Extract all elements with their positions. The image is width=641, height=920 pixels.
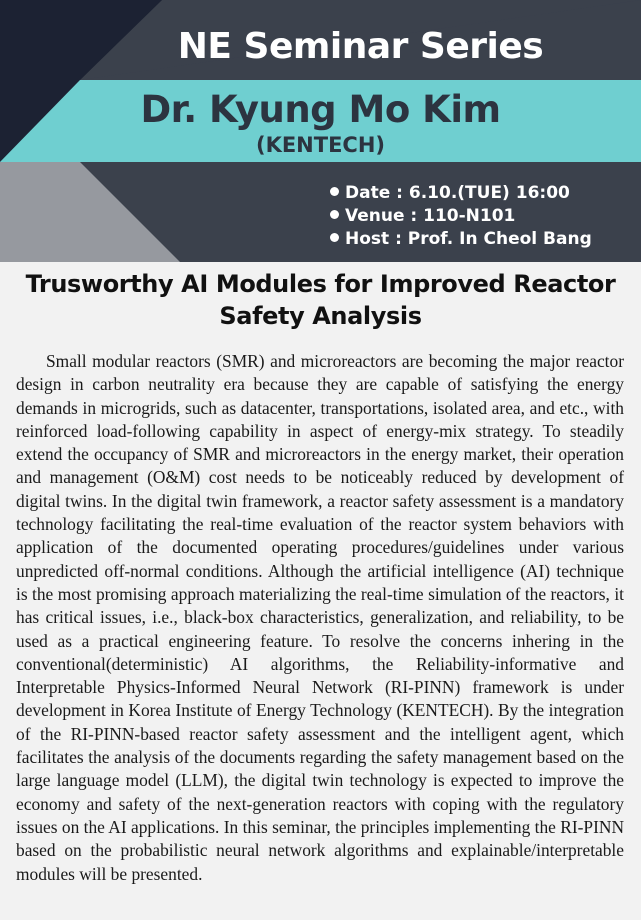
event-date-text: Date : 6.10.(TUE) 16:00 [345,183,570,203]
event-details [330,182,592,251]
bullet-icon [330,233,339,242]
event-date [330,182,592,205]
bullet-icon [330,187,339,196]
bullet-icon [330,210,339,219]
header-banner [0,0,641,262]
event-host [330,228,592,251]
series-title: NE Seminar Series [177,26,544,67]
event-host-text: Host : Prof. In Cheol Bang [345,229,592,249]
event-venue-text: Venue : 110-N101 [345,206,516,226]
talk-abstract: Small modular reactors (SMR) and microreactors are becoming the major reactor design in carbon neutrality era because they are capable of satisfying the energy demands in microgrids, such as datacenter, transportations, isolated area, and etc., with reinforced load-following capability in aspect of energy-mix strategy. To steadily extend the occupancy of SMR and microreactors in the energy market, their operation and management (O&M) cost needs to be noticeably reduced by development of digital twins. In the digital twin framework, a reactor safety assessment is a mandatory technology facilitating the real-time evaluation of the reactor system behaviors with application of the documented operating procedures/guidelines under various unpredicted off-normal conditions. Although the artificial intelligence (AI) technique is the most promising approach materializing the real-time simulation of the reactors, it has critical issues, i.e., black-box characteristics, generalization, and reliability, to be used as a practical engineering feature. To resolve the concerns inhering in the conventional(deterministic) AI algorithms, the Reliability-informative and Interpretable Physics-Informed Neural Network (RI-PINN) framework is under development in Korea Institute of Energy Technology (KENTECH). By the integration of the RI-PINN-based reactor safety assessment and the intelligent agent, which facilitates the analysis of the documents regarding the safety management based on the large language model (LLM), the digital twin technology is expected to improve the economy and safety of the next-generation reactors with coping with the regulatory issues on the AI applications. In this seminar, the principles implementing the RI-PINN based on the probabilistic neural network algorithms and explainable/interpretable modules will be presented. [16,351,624,884]
speaker-affiliation: (KENTECH) [255,133,386,157]
event-venue [330,205,592,228]
talk-title: Trusworthy AI Modules for Improved Reactor Safety Analysis [25,270,616,330]
speaker-name: Dr. Kyung Mo Kim [140,88,501,131]
